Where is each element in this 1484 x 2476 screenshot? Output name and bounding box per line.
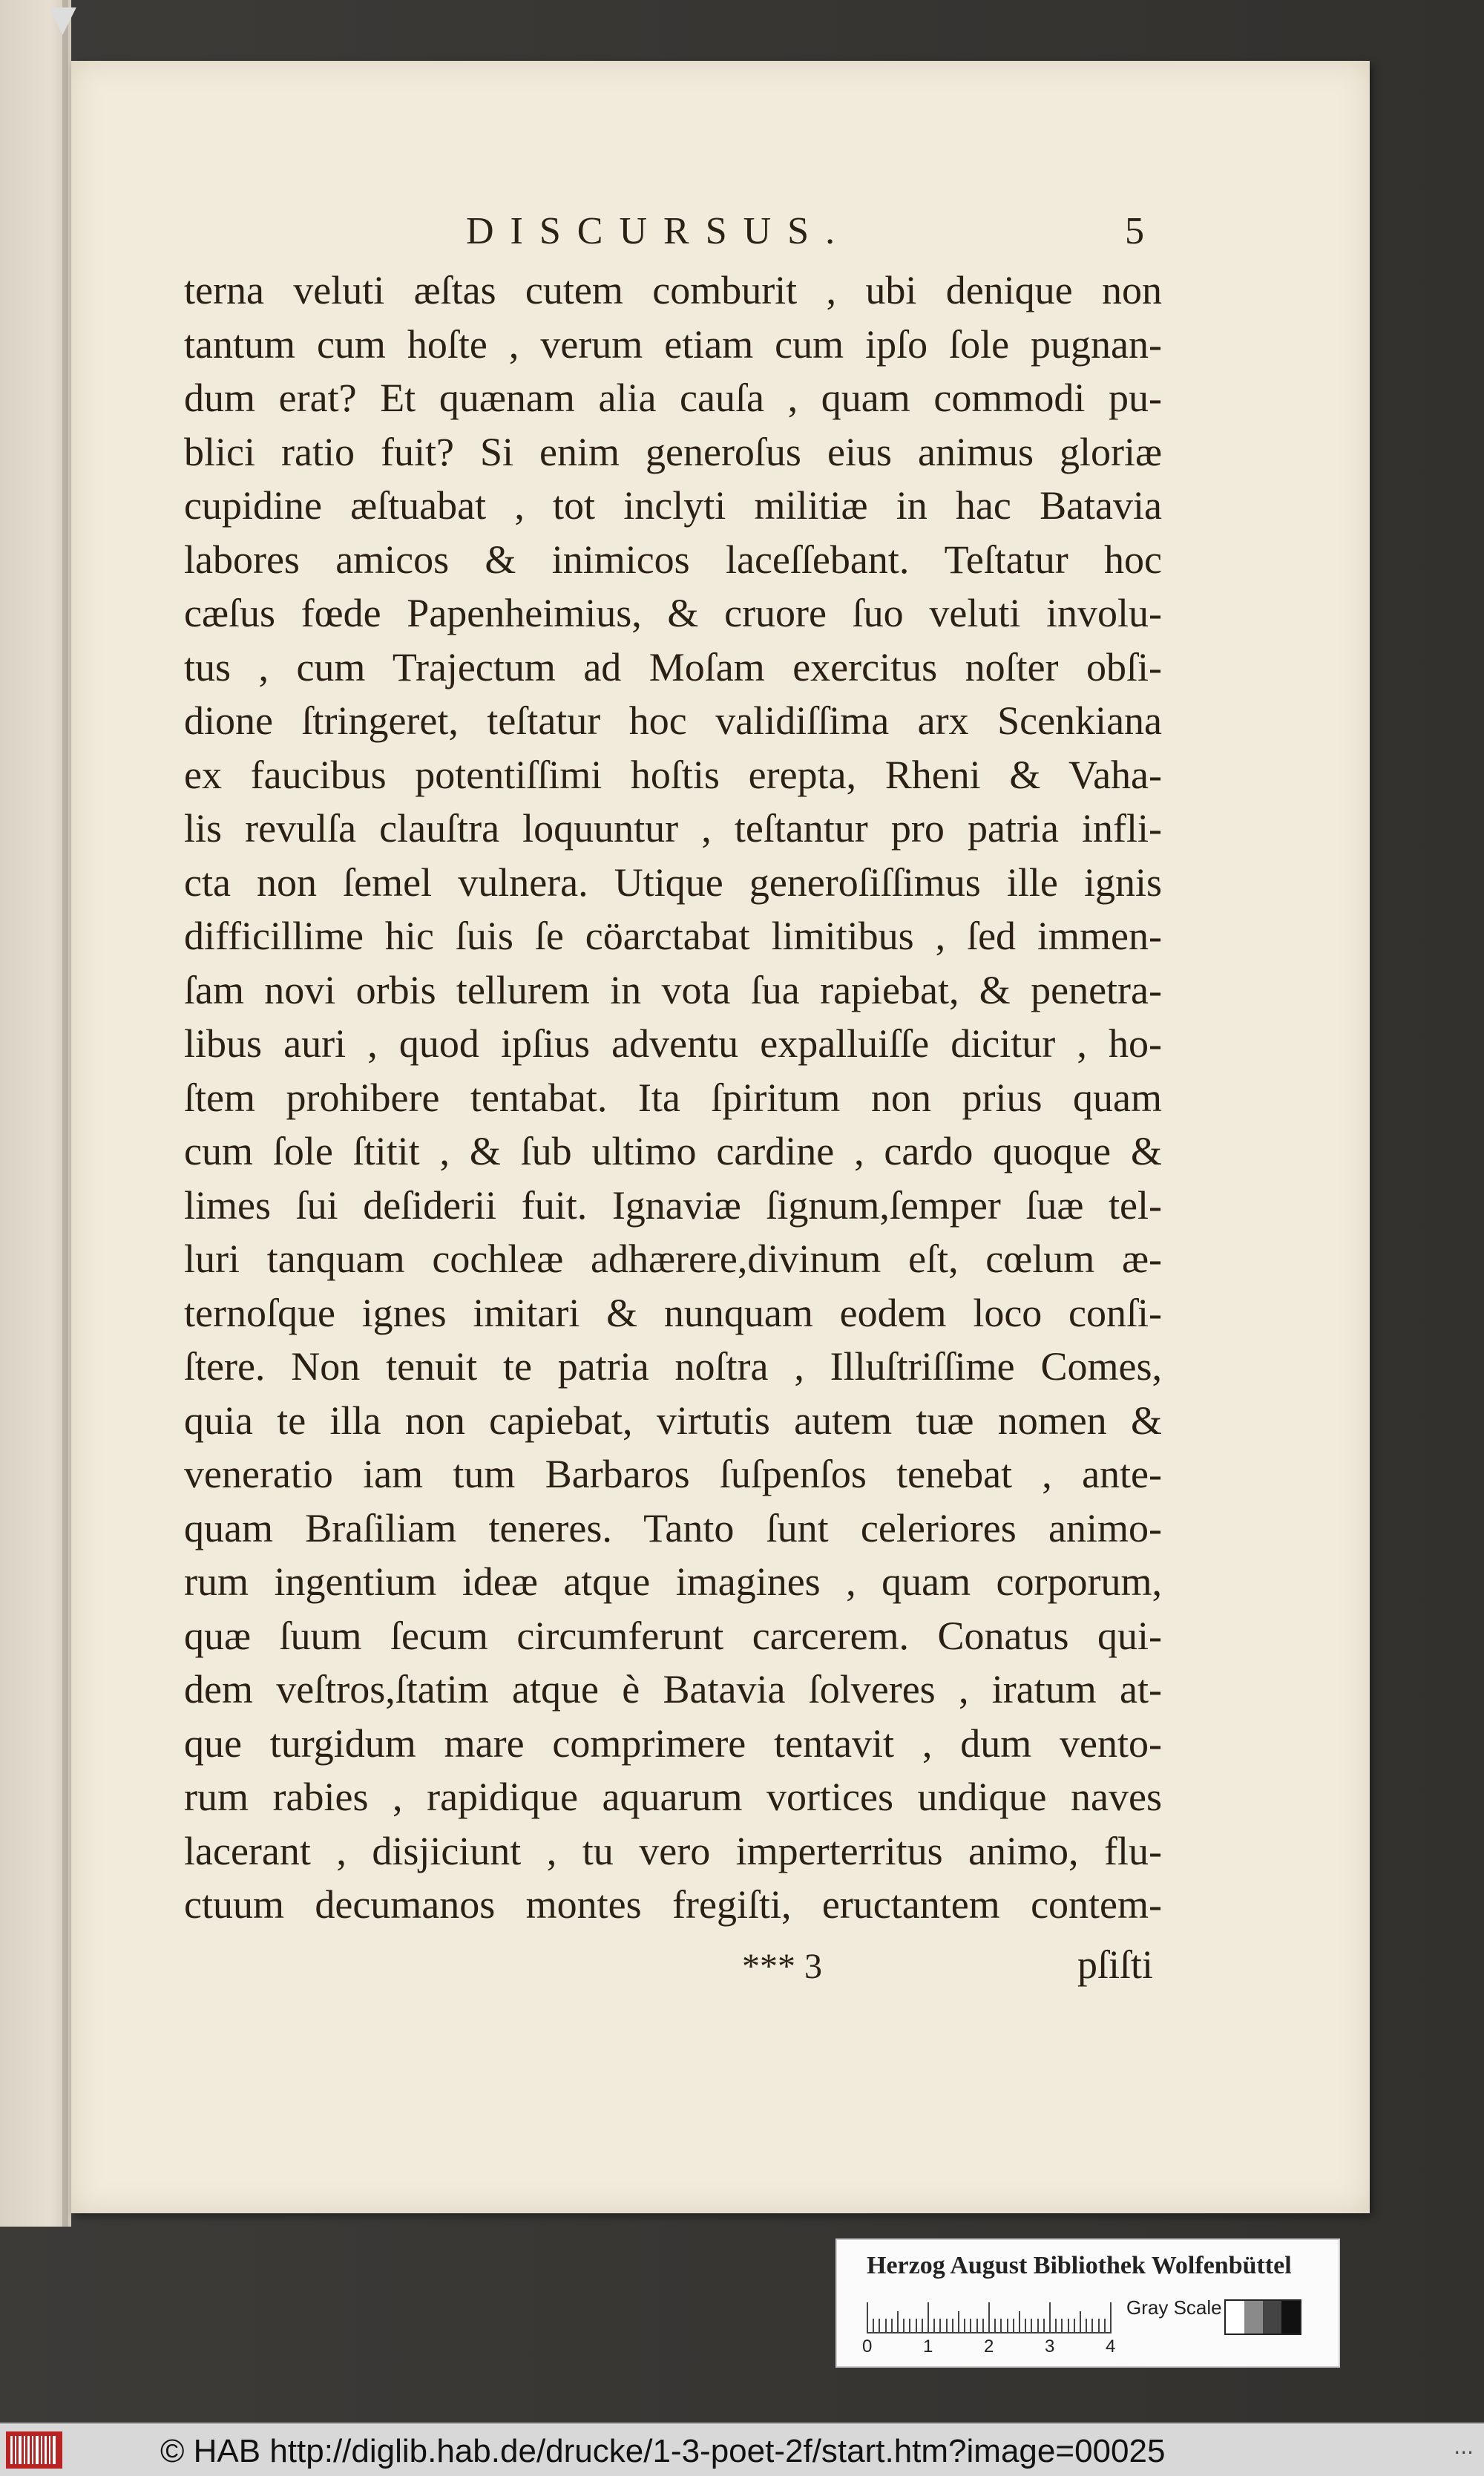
scale-tick (916, 2319, 917, 2332)
library-name: Herzog August Bibliothek Wolfenbüttel (867, 2252, 1292, 2279)
scale-tick (897, 2311, 899, 2332)
status-bar (0, 2423, 1484, 2476)
running-header: DISCURSUS. (466, 210, 852, 252)
scale-tick (1019, 2311, 1020, 2332)
gray-swatch-cell (1226, 2301, 1244, 2333)
scale-tick (1000, 2319, 1002, 2332)
text-line: cupidine æſtuabat , tot inclyti militiæ in hac Batavia (184, 483, 1162, 528)
scale-tick (939, 2319, 941, 2332)
scale-tick (946, 2319, 948, 2332)
scale-tick (1080, 2311, 1081, 2332)
scale-tick (922, 2319, 923, 2332)
text-line: ſtem prohibere tentabat. Ita ſpiritum non prius quam (184, 1075, 1162, 1120)
text-line: rum ingentium ideæ atque imagines , quam corporum, (184, 1559, 1162, 1604)
scale-tick (958, 2311, 959, 2332)
text-line: ſam novi orbis tellurem in vota ſua rapiebat, & penetra- (184, 967, 1162, 1012)
scale-tick (1086, 2319, 1087, 2332)
more-options-icon[interactable]: ... (1454, 2434, 1474, 2459)
text-line: ſtere. Non tenuit te patria noſtra , Illuſtriſſime Comes, (184, 1344, 1162, 1389)
page-gutter (62, 0, 68, 2227)
text-line: tantum cum hoſte , verum etiam cum ipſo ſole pugnan- (184, 321, 1162, 367)
text-line: cæſus fœde Papenheimius, & cruore ſuo veluti involu- (184, 591, 1162, 635)
scale-number: 0 (862, 2336, 873, 2357)
scale-tick (1061, 2319, 1063, 2332)
text-line: lis revulſa clauſtra loquuntur , teſtantur pro patria infli- (184, 806, 1162, 851)
text-line: cta non ſemel vulnera. Utique generoſiſſimus ille ignis (184, 859, 1162, 905)
scale-tick (982, 2319, 984, 2332)
scale-number: 4 (1106, 2336, 1116, 2357)
text-line: terna veluti æſtas cutem comburit , ubi denique non (184, 268, 1162, 312)
scale-tick (873, 2319, 874, 2332)
text-line: que turgidum mare comprimere tentavit , dum vento- (184, 1720, 1162, 1766)
signature-mark: *** 3 (742, 1947, 822, 1986)
catchword: pſiſti (1077, 1942, 1154, 1987)
text-line: dum erat? Et quænam alia cauſa , quam commodi pu- (184, 376, 1162, 420)
scale-tick (1013, 2319, 1014, 2332)
text-line: blici ratio fuit? Si enim generoſus eius animus gloriæ (184, 429, 1162, 474)
scale-tick (1055, 2319, 1057, 2332)
text-line: luri tanquam cochleæ adhærere,divinum eſt, cœlum æ- (184, 1237, 1162, 1281)
previous-page-edge (0, 0, 76, 2227)
text-line: quam Braſiliam teneres. Tanto ſunt celeriores animo- (184, 1505, 1162, 1550)
scale-tick (903, 2319, 904, 2332)
text-line: rum rabies , rapidique aquarum vortices undique naves (184, 1775, 1162, 1819)
text-line: dem veſtros,ſtatim atque è Batavia ſolveres , iratum at- (184, 1667, 1162, 1712)
color-calibration-card (835, 2238, 1340, 2368)
scale-tick (928, 2302, 929, 2332)
gray-swatch-cell (1281, 2301, 1300, 2333)
scale-tick (1068, 2319, 1069, 2332)
text-line: ctuum decumanos montes fregiſti, eructantem contem- (184, 1882, 1162, 1927)
clip-icon: ▼ (49, 0, 76, 39)
copyright-url[interactable]: © HAB http://diglib.hab.de/drucke/1-3-poet-2f/start.htm?image=00025 (160, 2433, 1166, 2469)
scale-tick (994, 2319, 996, 2332)
scale-tick (976, 2319, 978, 2332)
barcode-icon (6, 2431, 62, 2469)
scale-tick (1091, 2319, 1093, 2332)
scale-tick (952, 2319, 953, 2332)
gray-swatch-cell (1244, 2301, 1263, 2333)
scale-tick (1007, 2319, 1008, 2332)
gray-scale-label: Gray Scale (1126, 2296, 1222, 2319)
text-line: ternoſque ignes imitari & nunquam eodem loco conſi- (184, 1290, 1162, 1335)
scale-number: 1 (923, 2336, 933, 2357)
scale-tick (1098, 2319, 1100, 2332)
scale-number: 3 (1045, 2336, 1055, 2357)
text-line: cum ſole ſtitit , & ſub ultimo cardine , cardo quoque & (184, 1129, 1162, 1173)
scale-tick (1043, 2319, 1045, 2332)
scale-tick (1049, 2302, 1051, 2332)
gray-scale-swatch (1224, 2299, 1301, 2335)
scale-tick (1025, 2319, 1026, 2332)
text-line: quia te illa non capiebat, virtutis autem tuæ nomen & (184, 1398, 1162, 1443)
scale-tick (970, 2319, 971, 2332)
text-line: limes ſui deſiderii fuit. Ignaviæ ſignum,ſemper ſuæ tel- (184, 1182, 1162, 1228)
text-line: dione ſtringeret, teſtatur hoc validiſſima arx Scenkiana (184, 698, 1162, 743)
scale-tick (867, 2302, 868, 2332)
scale-tick (1110, 2302, 1112, 2332)
text-line: tus , cum Trajectum ad Moſam exercitus noſter obſi- (184, 644, 1162, 690)
page-number: 5 (1125, 210, 1144, 252)
text-line: ex faucibus potentiſſimi hoſtis erepta, Rheni & Vaha- (184, 752, 1162, 797)
text-line: veneratio iam tum Barbaros ſuſpenſos tenebat , ante- (184, 1452, 1162, 1496)
body-text (184, 263, 1162, 1932)
scale-tick (1031, 2319, 1032, 2332)
text-line: difficillime hic ſuis ſe cöarctabat limitibus , ſed immen- (184, 914, 1162, 958)
scale-tick (933, 2319, 935, 2332)
text-line: lacerant , disjiciunt , tu vero imperterritus animo, flu- (184, 1828, 1162, 1873)
scale-tick (1074, 2319, 1075, 2332)
scale-tick (964, 2319, 965, 2332)
scale-tick (1104, 2319, 1106, 2332)
scale-tick (885, 2319, 887, 2332)
scale-number: 2 (984, 2336, 994, 2357)
scale-tick (879, 2319, 880, 2332)
centimeter-scale (867, 2299, 1112, 2333)
scale-tick (891, 2319, 893, 2332)
text-line: labores amicos & inimicos laceſſebant. Teſtatur hoc (184, 537, 1162, 582)
gray-swatch-cell (1263, 2301, 1281, 2333)
scale-tick (909, 2319, 910, 2332)
text-line: quæ ſuum ſecum circumferunt carcerem. Conatus qui- (184, 1613, 1162, 1658)
scale-tick (988, 2302, 990, 2332)
scale-tick (1037, 2319, 1039, 2332)
text-line: libus auri , quod ipſius adventu expalluiſſe dicitur , ho- (184, 1021, 1162, 1066)
